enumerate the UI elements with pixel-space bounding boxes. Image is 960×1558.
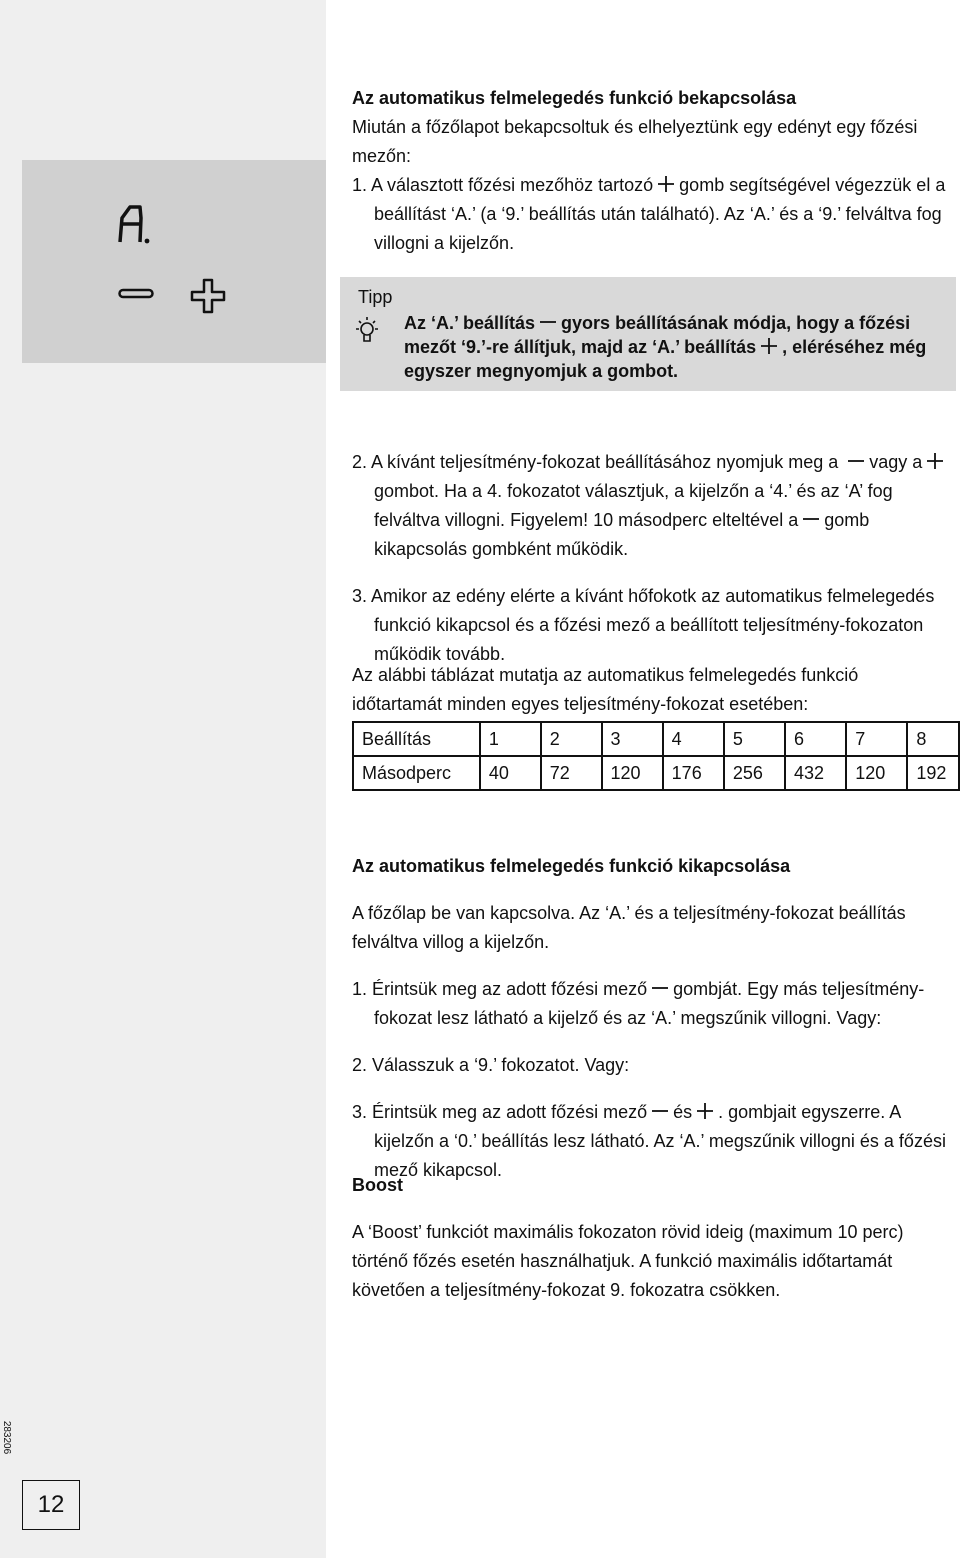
step-3: 3. Amikor az edény elérte a kívánt hőfokotk az automatikus felmelegedés funkció kikapcsol és a főzési mező a beállított teljesítmény-fokozaton működik tovább. <box>352 586 935 664</box>
step-text: gombot. Ha a 4. fokozatot választjuk, a kijelzőn a ‘4.’ és az ‘A’ fog felváltva villogni. Figyelem! 10 másodperc elteltével a <box>374 481 893 530</box>
table-cell: 432 <box>785 756 846 790</box>
step-2 <box>352 448 952 564</box>
table-cell: 7 <box>846 722 907 756</box>
minus-button-icon <box>118 285 154 303</box>
table-cell: 256 <box>724 756 785 790</box>
tip-label: Tipp <box>358 287 393 307</box>
table-cell: 4 <box>663 722 724 756</box>
table-cell: 6 <box>785 722 846 756</box>
table-row <box>353 722 959 756</box>
table-row <box>353 756 959 790</box>
step-text: vagy a <box>869 452 923 472</box>
tip-text <box>404 311 950 383</box>
step-text: gomb segítségével végezzük el a beállítást ‘A.’ (a ‘9.’ beállítás után található). Az ‘A.’ és a ‘9.’ felváltva fog villogni a kijelzőn. <box>374 175 946 253</box>
step-text: 3. Érintsük meg az adott főzési mező <box>352 1102 648 1122</box>
step-text: . gombjait egyszerre. A kijelzőn a ‘0.’ beállítás lesz látható. Az ‘A.’ megszűnik villogni és a főzési mező kikapcsol. <box>374 1102 946 1180</box>
table-cell: 1 <box>480 722 541 756</box>
plus-icon <box>657 175 675 193</box>
minus-icon <box>651 979 669 997</box>
section-title: Az automatikus felmelegedés funkció bekapcsolása <box>352 88 797 108</box>
table-cell: Beállítás <box>353 722 480 756</box>
table-intro: Az alábbi táblázat mutatja az automatikus felmelegedés funkció időtartamát minden egyes teljesítmény-fokozat esetében: <box>352 665 859 714</box>
section-steps <box>352 430 952 687</box>
segment-display-icon <box>116 204 152 244</box>
document-code: 283206 <box>1 1420 13 1455</box>
table-cell: 176 <box>663 756 724 790</box>
section-switch-on <box>352 84 952 258</box>
table-cell: 192 <box>907 756 959 790</box>
control-panel-illustration <box>22 160 326 363</box>
table-cell: 8 <box>907 722 959 756</box>
lightbulb-icon <box>352 315 382 349</box>
table-cell: 5 <box>724 722 785 756</box>
step-text: gombját. Egy más teljesítmény-fokozat lesz látható a kijelző és az ‘A.’ megszűnik villogni. Vagy: <box>374 979 925 1028</box>
minus-icon <box>847 452 865 470</box>
tip-text-part: , eléréséhez még egyszer megnyomjuk a gombot. <box>404 337 927 381</box>
step-text: 2. A kívánt teljesítmény-fokozat beállításához nyomjuk meg a <box>352 452 839 472</box>
step-1 <box>352 975 952 1033</box>
table-cell: 72 <box>541 756 602 790</box>
duration-table <box>352 721 960 791</box>
step-1 <box>352 171 952 258</box>
section-switch-off <box>352 834 952 1203</box>
plus-icon <box>926 452 944 470</box>
tip-text-part: Az ‘A.’ beállítás <box>404 313 536 333</box>
section-boost <box>352 1153 952 1323</box>
table-cell: 120 <box>602 756 663 790</box>
minus-icon <box>539 313 557 331</box>
minus-icon <box>802 510 820 528</box>
minus-icon <box>651 1102 669 1120</box>
section-title: Boost <box>352 1175 403 1195</box>
step-text: 1. A választott főzési mezőhöz tartozó <box>352 175 654 195</box>
plus-button-icon <box>190 278 226 314</box>
table-cell: Másodperc <box>353 756 480 790</box>
table-cell: 2 <box>541 722 602 756</box>
section-intro: Miután a főzőlapot bekapcsoltuk és elhelyeztünk egy edényt egy főzési mezőn: <box>352 117 918 166</box>
page-number: 12 <box>22 1480 80 1530</box>
table-cell: 3 <box>602 722 663 756</box>
step-text: 1. Érintsük meg az adott főzési mező <box>352 979 648 999</box>
plus-icon <box>760 337 778 355</box>
section-intro: A főzőlap be van kapcsolva. Az ‘A.’ és a teljesítmény-fokozat beállítás felváltva villog a kijelzőn. <box>352 903 906 952</box>
boost-text: A ‘Boost’ funkciót maximális fokozaton rövid ideig (maximum 10 perc) történő főzés esetén használhatjuk. A funkció maximális időtartamát követően a teljesítmény-fokozat 9. fokozatra csökken. <box>352 1222 904 1300</box>
step-2: 2. Válasszuk a ‘9.’ fokozatot. Vagy: <box>352 1055 630 1075</box>
step-text: gomb kikapcsolás gombként működik. <box>374 510 870 559</box>
table-cell: 40 <box>480 756 541 790</box>
step-text: és <box>673 1102 693 1122</box>
table-cell: 120 <box>846 756 907 790</box>
plus-icon <box>696 1102 714 1120</box>
tip-box <box>340 277 956 391</box>
tip-text-part: gyors beállításának módja, hogy a főzési mezőt ‘9.’-re állítjuk, majd az ‘A.’ beállítás <box>404 313 911 357</box>
section-title: Az automatikus felmelegedés funkció kikapcsolása <box>352 856 791 876</box>
